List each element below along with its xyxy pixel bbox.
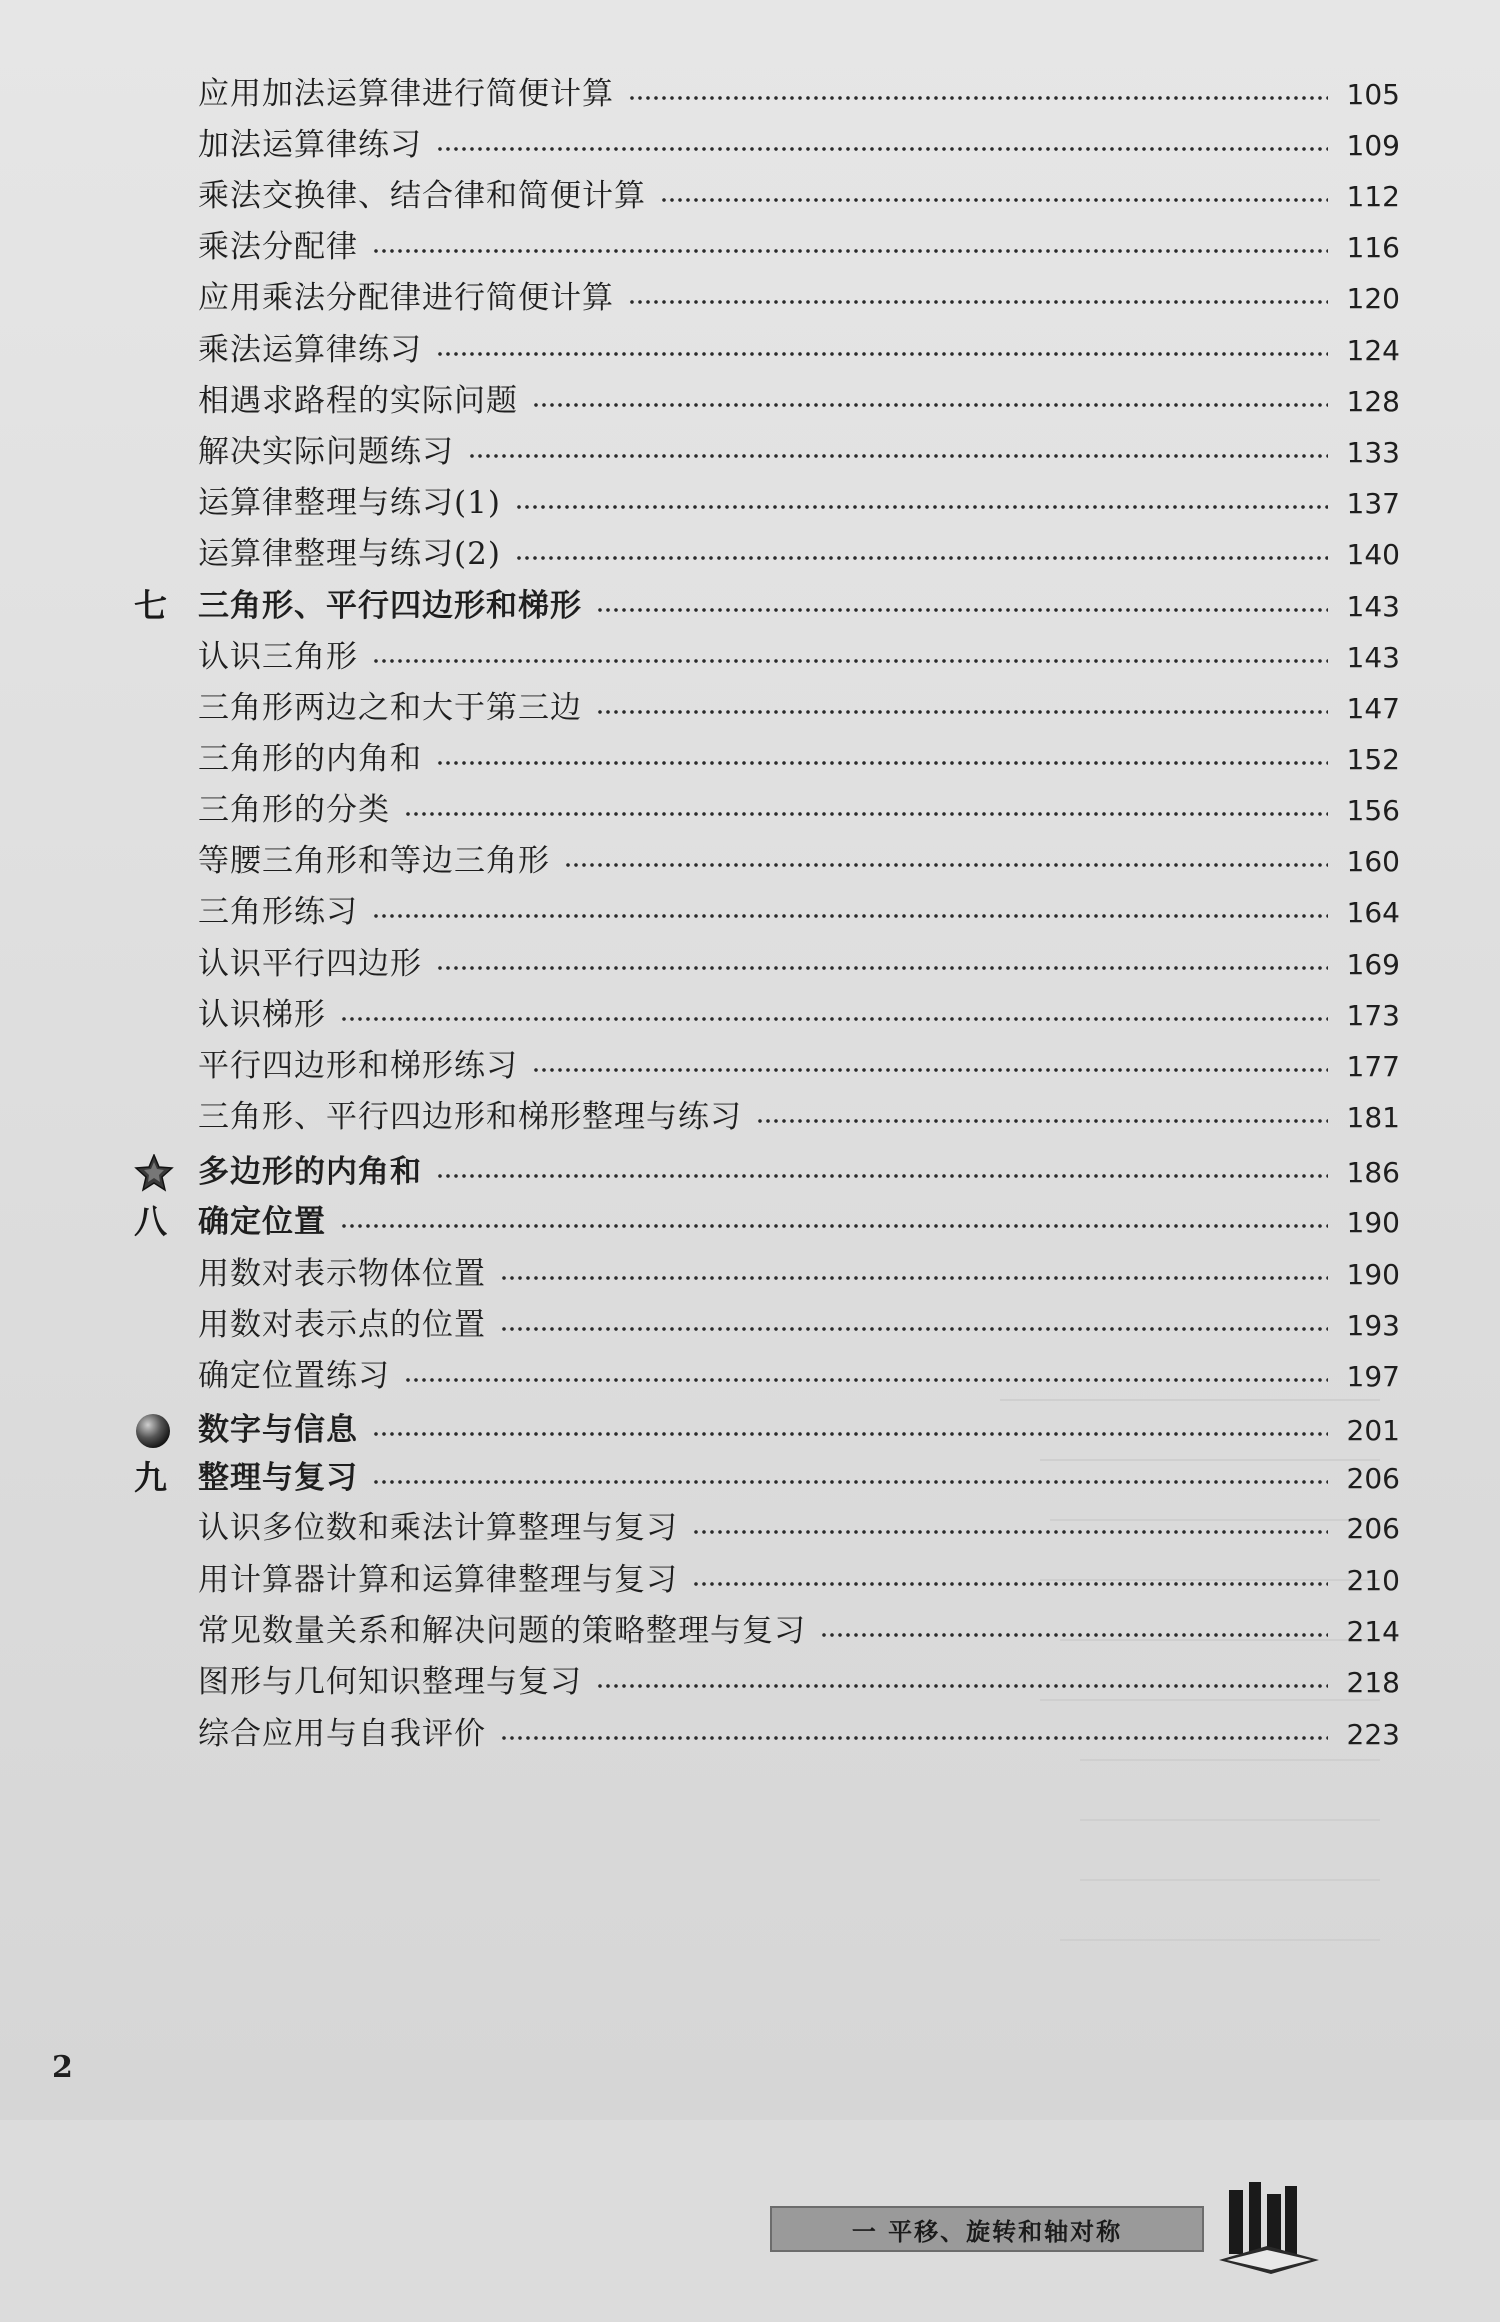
toc-entry-row[interactable]	[0, 530, 1500, 580]
toc-title: 运算律整理与练习(2)	[198, 536, 501, 572]
toc-entry	[198, 1611, 1400, 1651]
toc-entry-row[interactable]	[0, 735, 1500, 785]
toc-title: 乘法分配律	[198, 229, 358, 265]
dot-leader	[372, 898, 1328, 922]
toc-entry	[198, 1508, 1400, 1548]
toc-page-number: 124	[1346, 334, 1400, 367]
dot-leader	[436, 1158, 1328, 1182]
toc-page-number: 214	[1346, 1615, 1400, 1648]
toc-title: 应用乘法分配律进行简便计算	[198, 280, 614, 316]
toc-page-number: 147	[1346, 692, 1400, 725]
toc-entry	[198, 1152, 1400, 1192]
toc-entry-row[interactable]	[0, 991, 1500, 1041]
toc-title: 等腰三角形和等边三角形	[198, 843, 550, 879]
toc-page-number: 120	[1346, 282, 1400, 315]
toc-entry	[198, 586, 1400, 626]
toc-title: 综合应用与自我评价	[198, 1716, 486, 1752]
toc-entry-row[interactable]	[0, 479, 1500, 529]
toc-entry-row[interactable]	[0, 1607, 1500, 1657]
toc-entry-row[interactable]	[0, 940, 1500, 990]
toc-entry-row[interactable]	[0, 428, 1500, 478]
toc-entry	[198, 841, 1400, 881]
dot-leader	[628, 284, 1328, 308]
toc-entry	[198, 1714, 1400, 1754]
dot-leader	[404, 1362, 1328, 1386]
toc-page-number: 137	[1346, 487, 1400, 520]
toc-chapter-row[interactable]	[0, 582, 1500, 632]
running-footer-chapter: 一 平移、旋转和轴对称	[770, 2206, 1204, 2252]
toc-entry	[198, 176, 1400, 216]
toc-entry	[198, 1097, 1400, 1137]
toc-entry-row[interactable]	[0, 172, 1500, 222]
toc-title: 确定位置练习	[198, 1358, 390, 1394]
toc-page-number: 193	[1346, 1309, 1400, 1342]
dot-leader	[372, 233, 1328, 257]
toc-entry-row[interactable]	[0, 1710, 1500, 1760]
toc-page-number: 210	[1346, 1564, 1400, 1597]
toc-entry-row[interactable]	[0, 1658, 1500, 1708]
toc-page-number: 190	[1346, 1206, 1400, 1239]
ball-icon	[134, 1410, 182, 1450]
dot-leader	[340, 1208, 1328, 1232]
toc-page-number: 164	[1346, 896, 1400, 929]
toc-page-number: 206	[1346, 1512, 1400, 1545]
toc-title: 常见数量关系和解决问题的策略整理与复习	[198, 1613, 806, 1649]
toc-entry-row[interactable]	[0, 70, 1500, 120]
dot-leader	[532, 387, 1328, 411]
toc-entry	[198, 995, 1400, 1035]
toc-page-number: 186	[1346, 1156, 1400, 1189]
page-number: 2	[52, 2050, 73, 2085]
toc-entry	[198, 1356, 1400, 1396]
toc-chapter-row[interactable]	[0, 1406, 1500, 1456]
toc-title: 整理与复习	[198, 1460, 358, 1496]
toc-title: 平行四边形和梯形练习	[198, 1048, 518, 1084]
toc-entry	[198, 1046, 1400, 1086]
dot-leader	[564, 847, 1328, 871]
toc-chapter-row[interactable]	[0, 1148, 1500, 1198]
toc-title: 数字与信息	[198, 1412, 358, 1448]
toc-entry	[198, 790, 1400, 830]
dot-leader	[596, 1668, 1328, 1692]
chapter-number: 九	[134, 1458, 167, 1497]
toc-title: 加法运算律练习	[198, 127, 422, 163]
toc-entry-row[interactable]	[0, 274, 1500, 324]
toc-entry	[198, 1254, 1400, 1294]
toc-title: 三角形的分类	[198, 792, 390, 828]
toc-entry-row[interactable]	[0, 888, 1500, 938]
dot-leader	[404, 796, 1328, 820]
toc-title: 确定位置	[198, 1204, 326, 1240]
toc-title: 运算律整理与练习(1)	[198, 485, 501, 521]
dot-leader	[436, 131, 1328, 155]
toc-entry-row[interactable]	[0, 121, 1500, 171]
toc-title: 解决实际问题练习	[198, 434, 454, 470]
toc-title: 三角形的内角和	[198, 741, 422, 777]
toc-entry-row[interactable]	[0, 1504, 1500, 1554]
toc-page-number: 173	[1346, 999, 1400, 1032]
toc-entry	[198, 381, 1400, 421]
toc-title: 三角形练习	[198, 894, 358, 930]
toc-entry-row[interactable]	[0, 1352, 1500, 1402]
toc-page-number: 112	[1346, 180, 1400, 213]
dot-leader	[500, 1260, 1328, 1284]
toc-entry-row[interactable]	[0, 1301, 1500, 1351]
dot-leader	[372, 643, 1328, 667]
toc-entry-row[interactable]	[0, 1042, 1500, 1092]
toc-page-number: 143	[1346, 590, 1400, 623]
toc-entry-row[interactable]	[0, 633, 1500, 683]
toc-entry	[198, 227, 1400, 267]
toc-page-number: 177	[1346, 1050, 1400, 1083]
toc-page-number: 181	[1346, 1101, 1400, 1134]
dot-leader	[468, 438, 1328, 462]
toc-title: 三角形、平行四边形和梯形	[198, 588, 582, 624]
dot-leader	[596, 592, 1328, 616]
toc-page-number: 197	[1346, 1360, 1400, 1393]
toc-entry	[198, 944, 1400, 984]
toc-page-number: 140	[1346, 538, 1400, 571]
dot-leader	[820, 1617, 1328, 1641]
dot-leader	[692, 1514, 1328, 1538]
toc-entry	[198, 125, 1400, 165]
toc-page-number: 105	[1346, 78, 1400, 111]
toc-entry-row[interactable]	[0, 786, 1500, 836]
toc-page-number: 156	[1346, 794, 1400, 827]
dot-leader	[756, 1103, 1328, 1127]
toc-page-number: 190	[1346, 1258, 1400, 1291]
toc-page-number: 143	[1346, 641, 1400, 674]
dot-leader	[500, 1720, 1328, 1744]
dot-leader	[692, 1566, 1328, 1590]
toc-entry	[198, 432, 1400, 472]
dot-leader	[436, 336, 1328, 360]
toc-title: 多边形的内角和	[198, 1154, 422, 1190]
book-icon	[1215, 2178, 1325, 2278]
dot-leader	[340, 1001, 1328, 1025]
toc-page-number: 128	[1346, 385, 1400, 418]
toc-title: 图形与几何知识整理与复习	[198, 1664, 582, 1700]
toc-title: 乘法运算律练习	[198, 332, 422, 368]
dot-leader	[436, 745, 1328, 769]
chapter-number: 八	[134, 1202, 167, 1241]
toc-page-number: 109	[1346, 129, 1400, 162]
dot-leader	[660, 182, 1328, 206]
chapter-number: 七	[134, 586, 167, 625]
toc-title: 认识平行四边形	[198, 946, 422, 982]
toc-chapter-row[interactable]	[0, 1454, 1500, 1504]
toc-title: 相遇求路程的实际问题	[198, 383, 518, 419]
toc-entry-row[interactable]	[0, 684, 1500, 734]
toc-title: 用数对表示物体位置	[198, 1256, 486, 1292]
toc-page-number: 206	[1346, 1462, 1400, 1495]
toc-title: 应用加法运算律进行简便计算	[198, 76, 614, 112]
toc-title: 用数对表示点的位置	[198, 1307, 486, 1343]
toc-page-number: 152	[1346, 743, 1400, 776]
toc-entry-row[interactable]	[0, 1250, 1500, 1300]
dot-leader	[372, 1416, 1328, 1440]
dot-leader	[628, 80, 1328, 104]
star-icon	[134, 1152, 182, 1192]
toc-entry	[198, 688, 1400, 728]
toc-entry	[198, 1662, 1400, 1702]
toc-page-number: 133	[1346, 436, 1400, 469]
dot-leader	[532, 1052, 1328, 1076]
toc-page-number: 160	[1346, 845, 1400, 878]
toc-page-number: 223	[1346, 1718, 1400, 1751]
toc-entry-row[interactable]	[0, 1093, 1500, 1143]
toc-chapter-row[interactable]	[0, 1198, 1500, 1248]
dot-leader	[372, 1464, 1328, 1488]
toc-title: 用计算器计算和运算律整理与复习	[198, 1562, 678, 1598]
toc-page-number: 201	[1346, 1414, 1400, 1447]
dot-leader	[515, 540, 1328, 564]
toc-title: 三角形、平行四边形和梯形整理与练习	[198, 1099, 742, 1135]
toc-entry-row[interactable]	[0, 377, 1500, 427]
dot-leader	[436, 950, 1328, 974]
toc-title: 认识多位数和乘法计算整理与复习	[198, 1510, 678, 1546]
toc-entry	[198, 74, 1400, 114]
toc-entry	[198, 1458, 1400, 1498]
toc-entry-row[interactable]	[0, 223, 1500, 273]
toc-entry	[198, 739, 1400, 779]
toc-entry	[198, 330, 1400, 370]
toc-entry	[198, 1202, 1400, 1242]
toc-entry-row[interactable]	[0, 326, 1500, 376]
toc-page-number: 218	[1346, 1666, 1400, 1699]
toc-title: 乘法交换律、结合律和简便计算	[198, 178, 646, 214]
toc-entry	[198, 892, 1400, 932]
toc-entry	[198, 1305, 1400, 1345]
toc-title: 认识梯形	[198, 997, 326, 1033]
toc-entry	[198, 1410, 1400, 1450]
dot-leader	[515, 489, 1328, 513]
toc-entry	[198, 278, 1400, 318]
toc-title: 三角形两边之和大于第三边	[198, 690, 582, 726]
toc-entry-row[interactable]	[0, 1556, 1500, 1606]
toc-entry-row[interactable]	[0, 837, 1500, 887]
toc-entry	[198, 534, 1400, 574]
toc-entry	[198, 637, 1400, 677]
toc-entry	[198, 1560, 1400, 1600]
toc-page-number: 169	[1346, 948, 1400, 981]
toc-title: 认识三角形	[198, 639, 358, 675]
dot-leader	[596, 694, 1328, 718]
toc-entry	[198, 483, 1400, 523]
dot-leader	[500, 1311, 1328, 1335]
toc-page-number: 116	[1346, 231, 1400, 264]
